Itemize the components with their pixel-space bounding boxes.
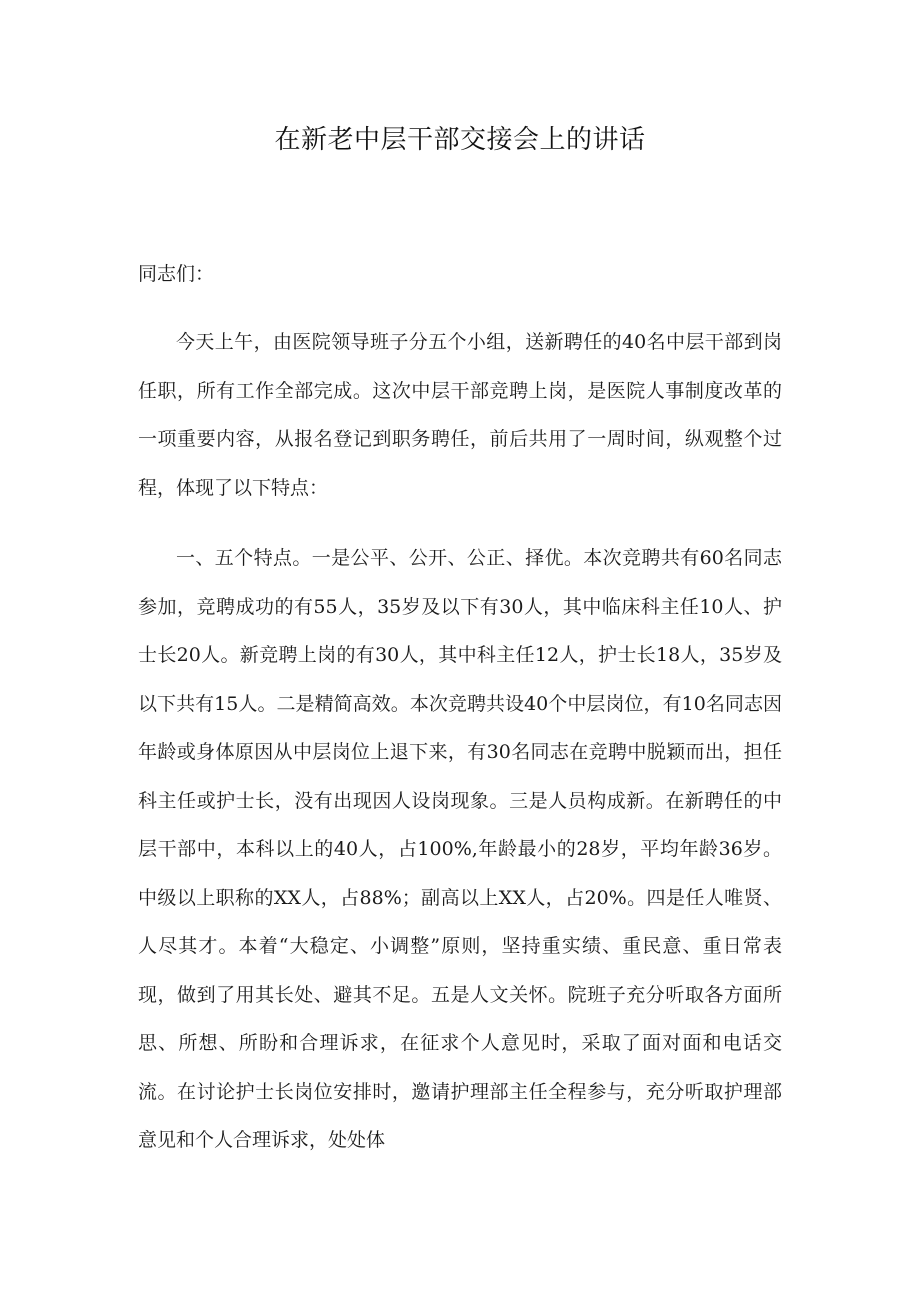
paragraph-intro: 今天上午，由医院领导班子分五个小组，送新聘任的40名中层干部到岗任职，所有工作全部完成。这次中层干部竞聘上岗，是医院人事制度改革的一项重要内容，从报名登记到职务聘任，前后共用了一周时间，纵观整个过程，体现了以下特点： — [138, 331, 782, 499]
salutation: 同志们： — [138, 263, 215, 285]
paragraph-five-features: 一、五个特点。一是公平、公开、公正、择优。本次竞聘共有60名同志参加，竞聘成功的有55人，35岁及以下有30人，其中临床科主任10人、护士长20人。新竞聘上岗的有30人，其中科主任12人，护士长18人，35岁及以下共有15人。二是精简高效。本次竞聘共设40个中层岗位，有10名同志因年龄或身体原因从中层岗位上退下来，有30名同志在竞聘中脱颖而出，担任科主任或护士长，没有出现因人设岗现象。三是人员构成新。在新聘任的中层干部中，本科以上的40人，占100%,年龄最小的28岁，平均年龄36岁。中级以上职称的XX人，占88%；副高以上XX人，占20%。四是任人唯贤、人尽其才。本着“大稳定、小调整”原则，坚持重实绩、重民意、重日常表现，做到了用其长处、避其不足。五是人文关怀。院班子充分听取各方面所思、所想、所盼和合理诉求，在征求个人意见时，采取了面对面和电话交流。在讨论护士长岗位安排时，邀请护理部主任全程参与，充分听取护理部意见和个人合理诉求，处处体 — [138, 547, 782, 1151]
document-title: 在新老中层干部交接会上的讲话 — [274, 125, 646, 155]
